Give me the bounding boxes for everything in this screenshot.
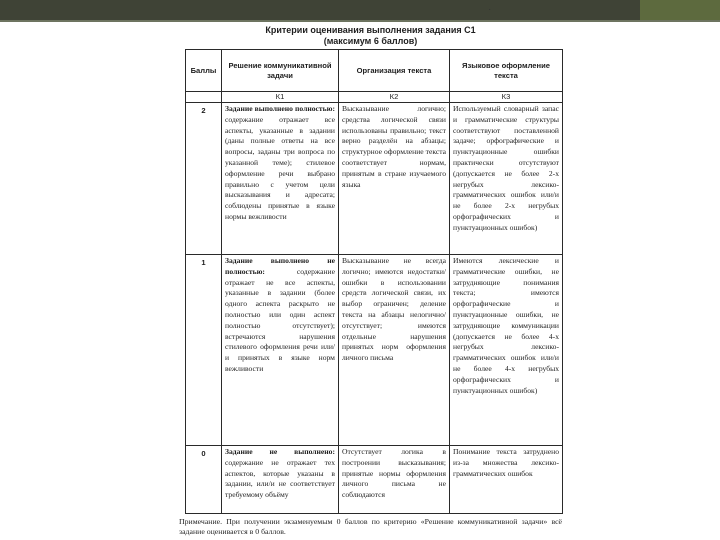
criteria-table: [185, 49, 563, 514]
row-k1-lead: Задание выполнено полностью:: [225, 104, 335, 113]
row-k1-cell: [222, 103, 339, 255]
row-score: 0: [186, 446, 222, 514]
row-k2-cell: Высказывание не всегда логично; имеются недостатки/ошибки в использовании средств логической связи, их выбор ограничен; деление текста на абзацы нелогично/отсутствует; имеются отдельные нарушения принятых норм оформления личного письма: [339, 255, 450, 446]
row-k1-text: содержание не отражает тех аспектов, которые указаны в задании, или/и не соответствует требуемому объёму: [225, 457, 335, 500]
row-score: 1: [186, 255, 222, 446]
row-k1-cell: [222, 446, 339, 514]
row-k1-text: содержание отражает все аспекты, указанные в задании (даны полные ответы на все вопросы, заданы три вопроса по указанной теме); стилевое оформление речи выбрано правильно с учетом цели высказывания и адресата; соблюдены принятые в языке нормы вежливости: [225, 114, 335, 221]
header-k1: Решение коммуникативной задачи: [222, 50, 339, 92]
footnote: Примечание. При получении экзаменуемым 0 баллов по критерию «Решение коммуникативной задачи» всё задание оценивается в 0 баллов.: [179, 517, 562, 536]
table-row: [186, 255, 563, 446]
header-score: Баллы: [186, 50, 222, 92]
code-empty: [186, 92, 222, 103]
row-k2-cell: Высказывание логично; средства логической связи использованы правильно; текст верно разделён на абзацы; структурное оформление текста соответствует нормам, принятым в стране изучаемого языка: [339, 103, 450, 255]
row-score: 2: [186, 103, 222, 255]
document-title-line1: Критерии оценивания выполнения задания С1: [265, 25, 476, 35]
row-k1-lead: Задание не выполнено:: [225, 447, 335, 456]
table-header-row: [186, 50, 563, 92]
slide-header-rule: [0, 20, 720, 22]
row-k1-lead: Задание выполнено не полностью:: [225, 256, 335, 276]
header-k2: Организация текста: [339, 50, 450, 92]
table-code-row: [186, 92, 563, 103]
slide-header-bar: [0, 0, 720, 20]
row-k1-cell: [222, 255, 339, 446]
code-k2: К2: [339, 92, 450, 103]
slide-header-accent: [640, 0, 720, 20]
table-row: [186, 446, 563, 514]
document-title-line2: (максимум 6 баллов): [323, 36, 418, 46]
table-row: [186, 103, 563, 255]
code-k3: К3: [450, 92, 563, 103]
row-k3-cell: Используемый словарный запас и грамматические структуры соответствуют поставленной задаче; орфографические и пунктуационные ошибки практически отсутствуют (допускается не более 2-х негрубых лексико-грамматических ошибок или/и не более 2-х негрубых орфографических и пунктуационных ошибок): [450, 103, 563, 255]
header-k3: Языковое оформление текста: [450, 50, 563, 92]
slide-corner-mark: ˙: [488, 8, 492, 19]
document-title: [179, 25, 562, 47]
row-k1-text: содержание отражает не все аспекты, указанные в задании (более одного аспекта раскрыто не полностью или один аспект полностью отсутствует); встречаются нарушения стилевого оформления речи или/и принятых в языке норм вежливости: [225, 266, 335, 373]
row-k2-cell: Отсутствует логика в построении высказывания; принятые нормы оформления личного письма не соблюдаются: [339, 446, 450, 514]
row-k3-cell: Понимание текста затруднено из-за множества лексико-грамматических ошибок: [450, 446, 563, 514]
code-k1: К1: [222, 92, 339, 103]
row-k3-cell: Имеются лексические и грамматические ошибки, не затрудняющие понимания текста; имеются орфографические и пунктуационные ошибки, не затрудняющие коммуникации (допускается не более 4-х негрубых лексико-грамматических ошибок или/и не более 4-х негрубых орфографических и пунктуационных ошибок): [450, 255, 563, 446]
